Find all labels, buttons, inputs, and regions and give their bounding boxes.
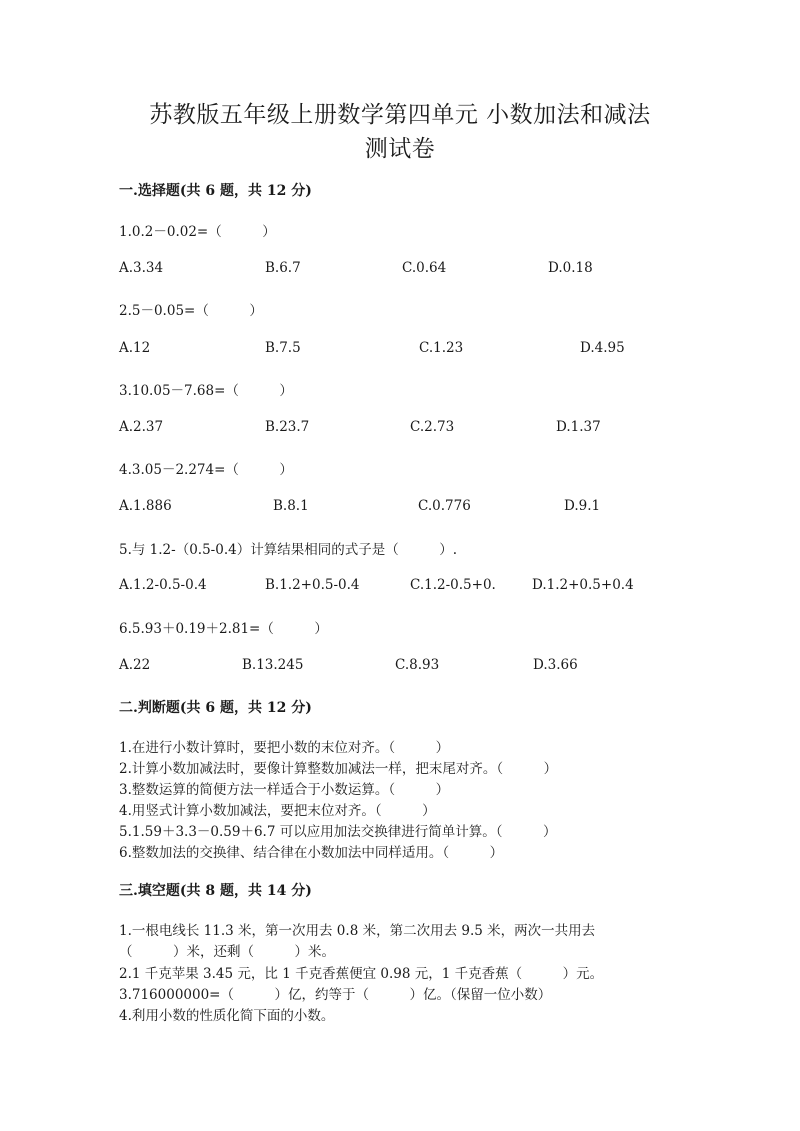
fill-blank-item: 2.1 千克苹果 3.45 元，比 1 千克香蕉便宜 0.98 元，1 千克香蕉（ ）元。 (119, 966, 604, 982)
judgment-item: 5.1.59＋3.3－0.59＋6.7 可以应用加法交换律进行简单计算。（ ） (119, 824, 557, 840)
option-c: C.0.64 (402, 260, 447, 276)
option-b: B.23.7 (265, 419, 310, 435)
option-d: D.3.66 (533, 657, 578, 673)
option-d: D.1.37 (556, 419, 601, 435)
judgment-item: 2.计算小数加减法时，要像计算整数加减法一样，把末尾对齐。（ ） (119, 761, 558, 777)
judgment-item: 3.整数运算的简便方法一样适合于小数运算。（ ） (119, 782, 450, 798)
judgment-item: 1.在进行小数计算时，要把小数的末位对齐。（ ） (119, 740, 450, 756)
option-a: A.22 (119, 657, 151, 673)
option-b: B.8.1 (273, 498, 309, 514)
option-c: C.1.2-0.5+0. (410, 577, 496, 593)
option-b: B.1.2+0.5-0.4 (265, 577, 360, 593)
option-b: B.6.7 (265, 260, 301, 276)
question-stem: 4.3.05－2.274=（ ） (119, 462, 293, 478)
question-stem: 5.与 1.2-（0.5-0.4）计算结果相同的式子是（ ）. (119, 542, 457, 558)
fill-blank-item: 4.利用小数的性质化简下面的小数。 (119, 1008, 335, 1024)
option-c: C.1.23 (419, 340, 464, 356)
option-d: D.9.1 (564, 498, 601, 514)
option-a: A.3.34 (119, 260, 164, 276)
fill-blank-item: 3.716000000=（ ）亿，约等于（ ）亿。（保留一位小数） (119, 987, 552, 1003)
option-c: C.2.73 (410, 419, 455, 435)
option-a: A.1.886 (119, 498, 172, 514)
section-heading-fill-blank: 三.填空题(共 8 题，共 14 分) (119, 883, 312, 899)
question-stem: 3.10.05－7.68=（ ） (119, 383, 293, 399)
fill-blank-item: 1.一根电线长 11.3 米，第一次用去 0.8 米，第二次用去 9.5 米，两次一共用去 (119, 923, 596, 939)
option-a: A.2.37 (119, 419, 164, 435)
option-b: B.13.245 (242, 657, 304, 673)
option-d: D.4.95 (580, 340, 625, 356)
option-b: B.7.5 (265, 340, 301, 356)
option-d: D.0.18 (548, 260, 593, 276)
section-heading-judgment: 二.判断题(共 6 题，共 12 分) (119, 700, 312, 716)
option-a: A.1.2-0.5-0.4 (119, 577, 207, 593)
question-stem: 1.0.2－0.02=（ ） (119, 224, 276, 240)
judgment-item: 4.用竖式计算小数加减法，要把末位对齐。（ ） (119, 803, 436, 819)
question-stem: 2.5－0.05=（ ） (119, 303, 263, 319)
judgment-item: 6.整数加法的交换律、结合律在小数加法中同样适用。（ ） (119, 845, 504, 861)
section-heading-choice: 一.选择题(共 6 题，共 12 分) (119, 183, 312, 199)
option-c: C.8.93 (395, 657, 440, 673)
option-d: D.1.2+0.5+0.4 (532, 577, 634, 593)
fill-blank-item-continuation: （ ）米，还剩（ ）米。 (119, 944, 335, 960)
question-stem: 6.5.93＋0.19＋2.81=（ ） (119, 621, 328, 637)
option-a: A.12 (119, 340, 151, 356)
option-c: C.0.776 (418, 498, 471, 514)
page-title-line2: 测试卷 (364, 136, 436, 162)
page-title-line1: 苏教版五年级上册数学第四单元 小数加法和减法 (149, 102, 651, 128)
